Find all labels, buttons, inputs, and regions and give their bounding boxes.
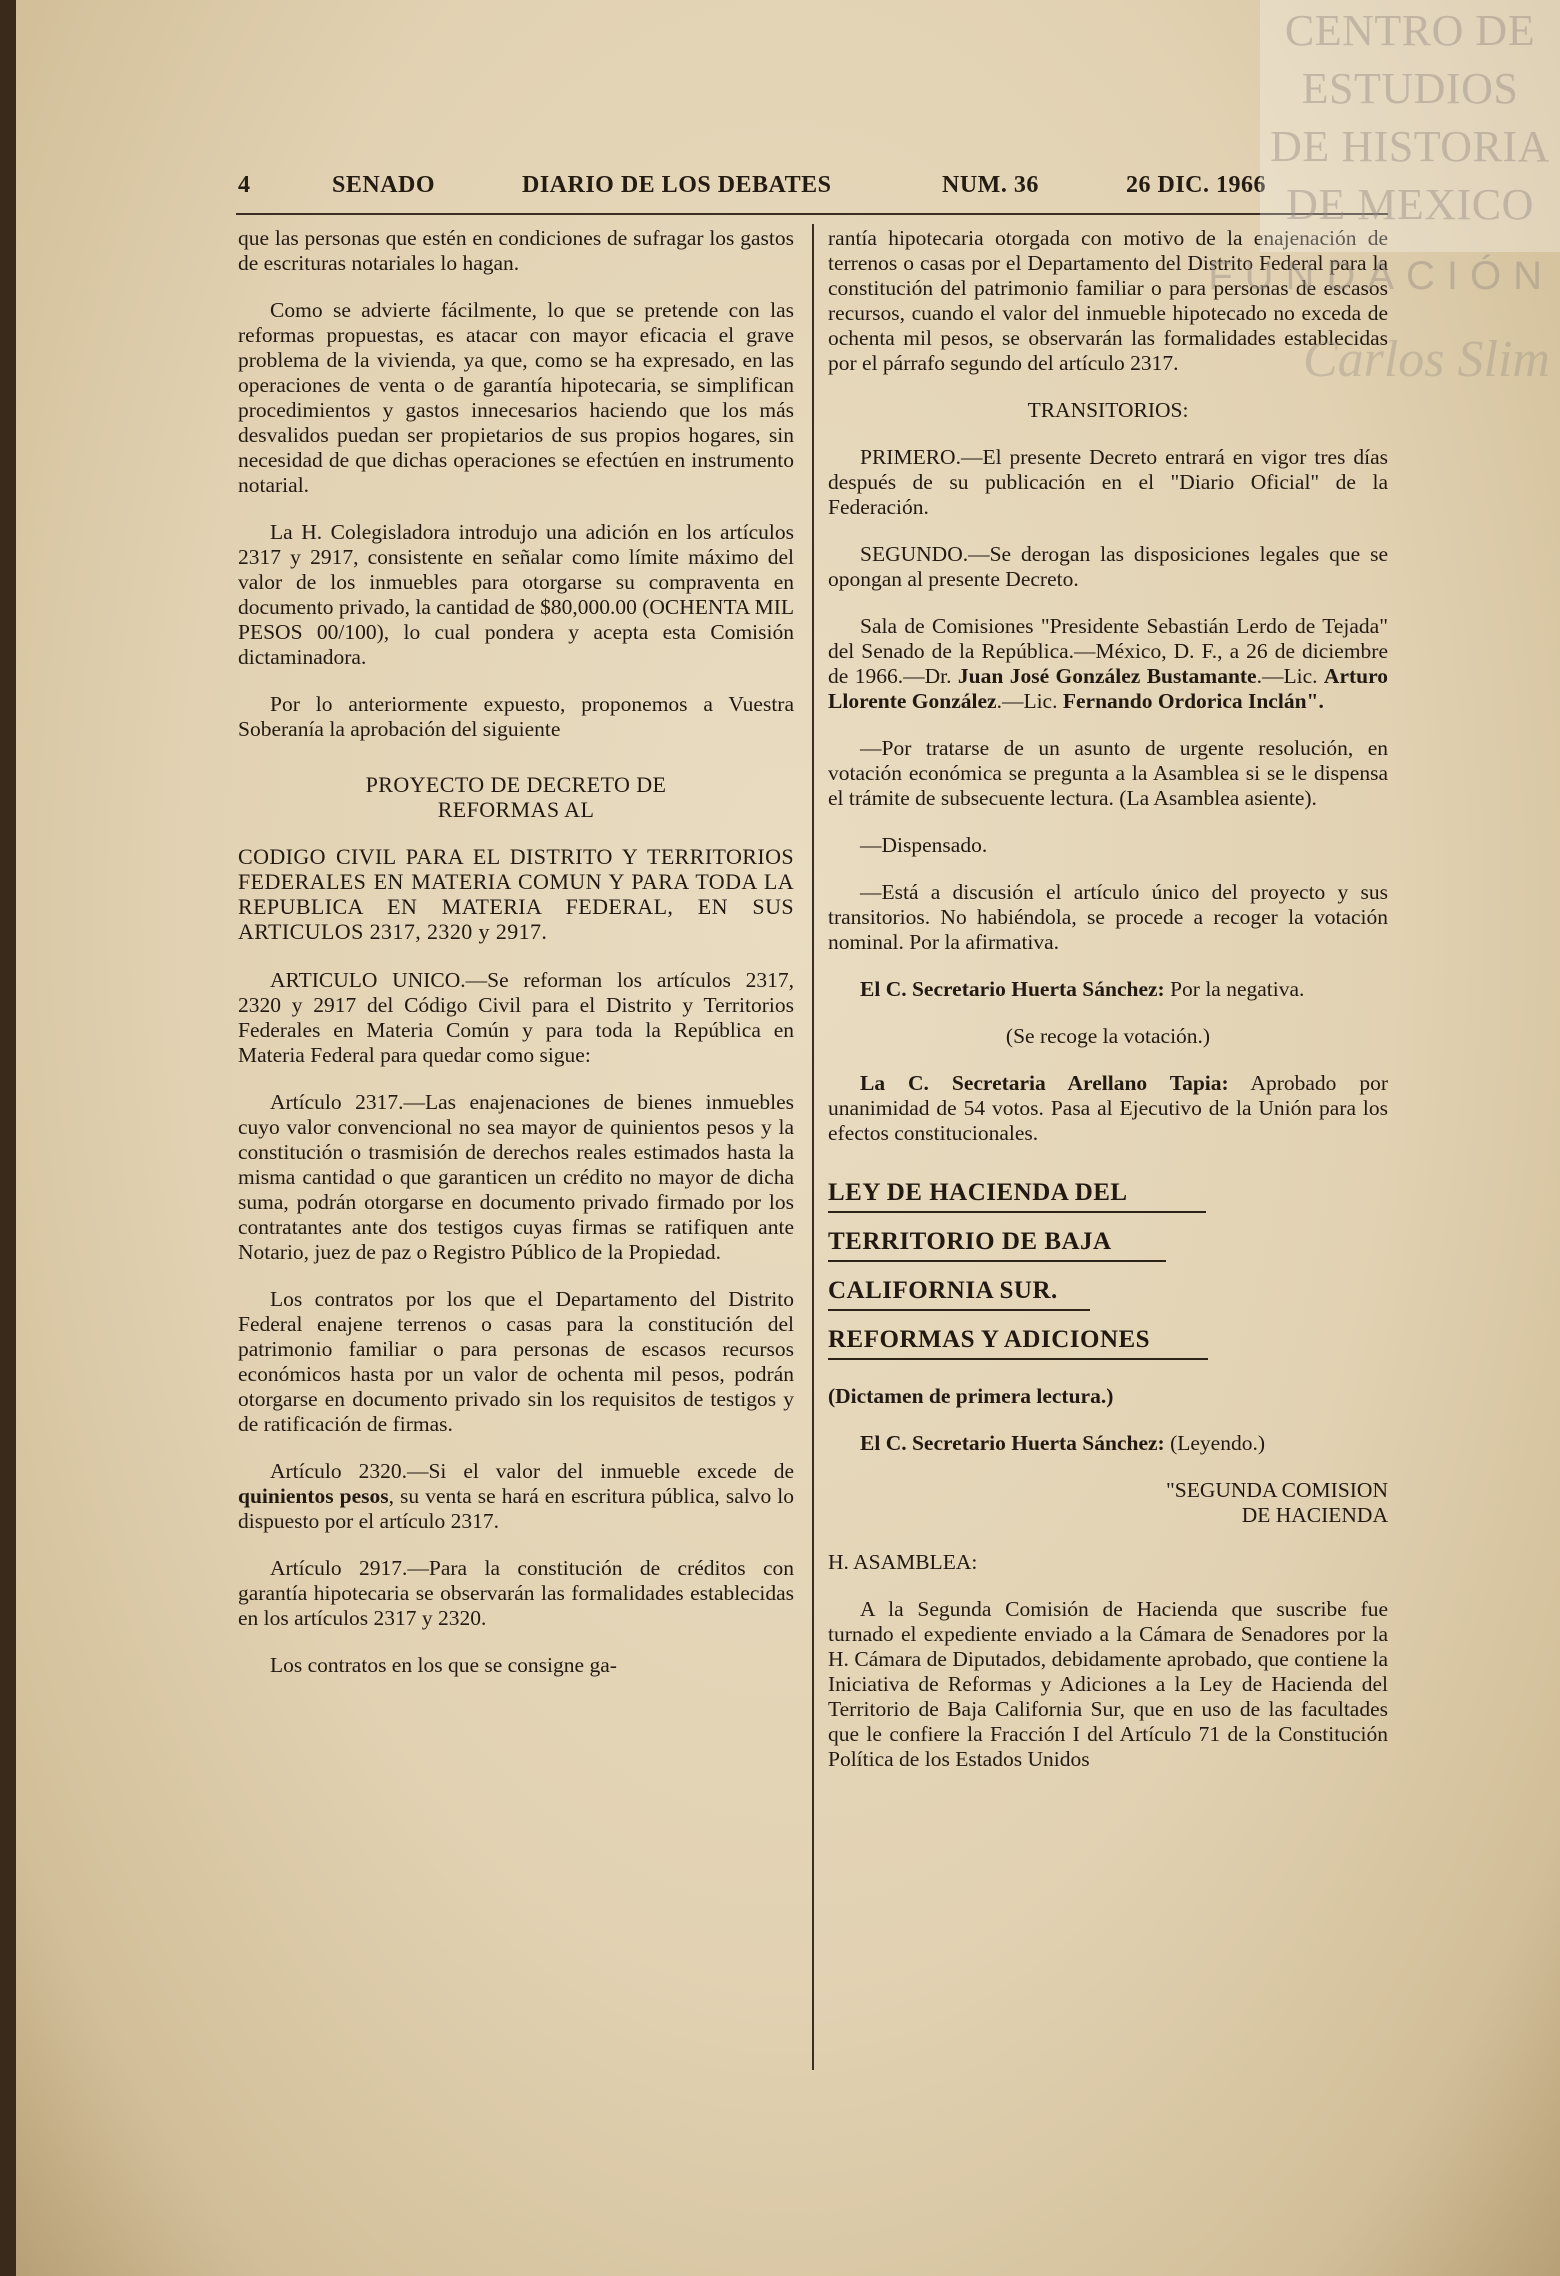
decree-heading: PROYECTO DE DECRETO DE REFORMAS AL bbox=[365, 772, 667, 822]
paragraph: (Se recoge la votación.) bbox=[1005, 1024, 1211, 1048]
foundation-watermark: FUNDACIÓN bbox=[1208, 254, 1554, 298]
law-title-line: CALIFORNIA SUR. bbox=[828, 1278, 1090, 1311]
reading-note: (Dictamen de primera lectura.) bbox=[828, 1384, 1114, 1408]
commission-name-line: DE HACIENDA bbox=[1241, 1503, 1388, 1527]
column-divider bbox=[812, 224, 814, 2070]
commission-name-line: "SEGUNDA COMISION bbox=[1165, 1478, 1388, 1502]
paragraph: El C. Secretario Huerta Sánchez: (Leyendo.) bbox=[860, 1431, 1266, 1455]
page-number: 4 bbox=[238, 172, 251, 198]
signature-watermark: Carlos Slim bbox=[1302, 331, 1550, 388]
paragraph: —Por tratarse de un asunto de urgente resolución, en votación económica se pregunta a la Asamblea si se le dispensa el trámite de subsecuente lectura. (La Asamblea asiente). bbox=[828, 736, 1388, 810]
decree-subheading: CODIGO CIVIL PARA EL DISTRITO Y TERRITORIOS FEDERALES EN MATERIA COMUN Y PARA TODA LA REPUBLICA EN MATERIA FEDERAL, EN SUS ARTICULOS 2317, 2320 y 2917. bbox=[238, 844, 794, 944]
paragraph: ARTICULO UNICO.—Se reforman los artículos 2317, 2320 y 2917 del Código Civil para el Distrito y Territorios Federales en Materia Común y para toda la República en Materia Federal para quedar como sigue: bbox=[238, 968, 794, 1067]
page-header bbox=[238, 172, 1278, 212]
paragraph: —Está a discusión el artículo único del proyecto y sus transitorios. No habiéndola, se procede a recoger la votación nominal. Por la afirmativa. bbox=[828, 880, 1388, 954]
issue-number: NUM. 36 bbox=[942, 172, 1039, 198]
right-column bbox=[828, 226, 1388, 1794]
paragraph: Los contratos en los que se consigne ga- bbox=[270, 1653, 617, 1677]
paragraph: que las personas que estén en condiciones de sufragar los gastos de escrituras notariales lo hagan. bbox=[238, 226, 794, 275]
paragraph: Como se advierte fácilmente, lo que se pretende con las reformas propuestas, es atacar con mayor eficacia el grave problema de la vivienda, ya que, como se ha expresado, en las operaciones de venta o de garantía hipotecaria, se simplifican procedimientos y gastos innecesarios haciendo que los más desvalidos puedan ser propietarios de sus propios hogares, sin necesidad de que dichas operaciones se efectúen en instrumento notarial. bbox=[238, 298, 794, 497]
law-title-line: REFORMAS Y ADICIONES bbox=[828, 1327, 1208, 1360]
chamber-name: SENADO bbox=[332, 172, 436, 198]
archive-watermark: CENTRO DE ESTUDIOS DE HISTORIA DE MEXICO bbox=[1260, 0, 1560, 252]
signatures-paragraph: Sala de Comisiones "Presidente Sebastián Lerdo de Tejada" del Senado de la República.—México, D. F., a 26 de diciembre de 1966.—Dr. Juan José González Bustamante.—Lic. Arturo Llorente González.—Lic. Fernando Ordorica Inclán". bbox=[828, 614, 1389, 713]
law-title-line: TERRITORIO DE BAJA bbox=[828, 1229, 1166, 1262]
transitorios-heading: TRANSITORIOS: bbox=[1027, 398, 1189, 422]
paragraph: Artículo 2317.—Las enajenaciones de bienes inmuebles cuyo valor convencional no sea mayor de quinientos pesos y la constitución o trasmisión de derechos reales estimados hasta la misma cantidad o que garanticen un crédito no mayor de dicha suma, podrán otorgarse en documento privado firmado por los contratantes ante dos testigos cuyas firmas se ratifiquen ante Notario, juez de paz o Registro Público de la Propiedad. bbox=[238, 1090, 794, 1264]
paragraph: A la Segunda Comisión de Hacienda que suscribe fue turnado el expediente enviado a la Cámara de Senadores por la H. Cámara de Diputados, debidamente aprobado, que contiene la Iniciativa de Reformas y Adiciones a la Ley de Hacienda del Territorio de Baja California Sur, que en uso de las facultades que le confiere la Fracción I del Artículo 71 de la Constitución Política de los Estados Unidos bbox=[828, 1597, 1388, 1771]
paragraph: La H. Colegisladora introdujo una adición en los artículos 2317 y 2917, consistente en señalar como límite máximo del valor de los inmuebles para otorgarse su compraventa en documento privado, la cantidad de $80,000.00 (OCHENTA MIL PESOS 00/100), lo cual pondera y acepta esta Comisión dictaminadora. bbox=[238, 520, 794, 669]
paragraph: Artículo 2917.—Para la constitución de créditos con garantía hipotecaria se observarán las formalidades establecidas en los artículos 2317 y 2320. bbox=[238, 1556, 794, 1630]
header-rule bbox=[236, 213, 1388, 215]
paragraph: PRIMERO.—El presente Decreto entrará en vigor tres días después de su publicación en el "Diario Oficial" de la Federación. bbox=[828, 445, 1388, 519]
paragraph: Artículo 2320.—Si el valor del inmueble excede de quinientos pesos, su venta se hará en escritura pública, salvo lo dispuesto por el artículo 2317. bbox=[238, 1459, 794, 1533]
paragraph: rantía hipotecaria otorgada con motivo de la enajenación de terrenos o casas por el Departamento del Distrito Federal para la constitución del patrimonio familiar o para personas de escasos recursos, cuando el valor del inmueble hipotecado no exceda de ochenta mil pesos, se observarán las formalidades establecidas por el párrafo segundo del artículo 2317. bbox=[828, 226, 1388, 375]
paragraph: SEGUNDO.—Se derogan las disposiciones legales que se opongan al presente Decreto. bbox=[828, 542, 1388, 591]
left-column bbox=[238, 226, 794, 1700]
law-title-line: LEY DE HACIENDA DEL bbox=[828, 1180, 1206, 1213]
publication-title: DIARIO DE LOS DEBATES bbox=[522, 172, 832, 198]
paragraph: —Dispensado. bbox=[860, 833, 988, 857]
paragraph: Por lo anteriormente expuesto, proponemos a Vuestra Soberanía la aprobación del siguiente bbox=[238, 692, 794, 741]
paragraph: Los contratos por los que el Departamento del Distrito Federal enajene terrenos o casas para la constitución del patrimonio familiar o para personas de escasos recursos económicos hasta por un valor de ochenta mil pesos, podrán otorgarse en documento privado sin los requisitos de testigos y de ratificación de firmas. bbox=[238, 1287, 794, 1436]
issue-date: 26 DIC. 1966 bbox=[1126, 172, 1267, 198]
law-title-block bbox=[828, 1180, 1388, 1360]
paragraph: La C. Secretaria Arellano Tapia: Aprobado por unanimidad de 54 votos. Pasa al Ejecutivo de la Unión para los efectos constitucionales. bbox=[828, 1071, 1388, 1145]
paragraph: El C. Secretario Huerta Sánchez: Por la negativa. bbox=[860, 977, 1305, 1001]
paragraph: H. ASAMBLEA: bbox=[828, 1550, 978, 1574]
